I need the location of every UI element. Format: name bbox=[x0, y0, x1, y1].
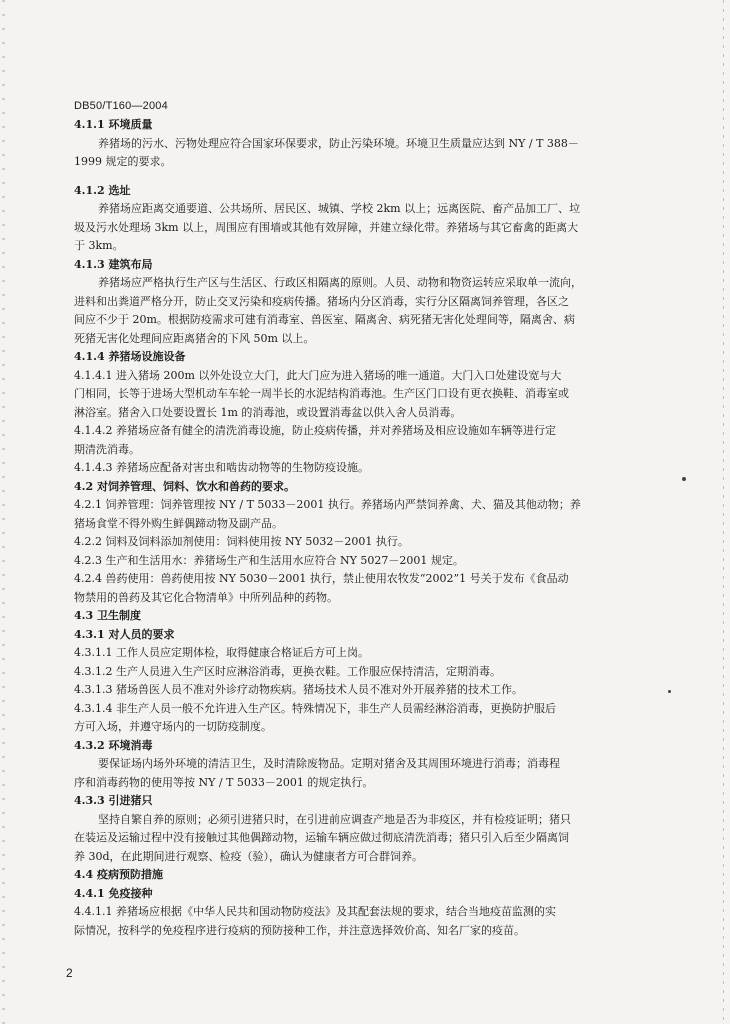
text-line: 淋浴室。猪舍入口处要设置长 1m 的消毒池，或设置消毒盆以供入舍人员消毒。 bbox=[74, 405, 462, 419]
text-line: 4.2.2 饲料及饲料添加剂使用：饲料使用按 NY 5032－2001 执行。 bbox=[74, 535, 409, 548]
section-heading: 4.1.2 选址 bbox=[74, 183, 131, 197]
section-heading: 4.1.1 环境质量 bbox=[74, 118, 153, 131]
text-line: 坚持自繁自养的原则；必须引进猪只时，在引进前应调查产地是否为非疫区，并有检疫证明；猪只 bbox=[98, 812, 571, 826]
text-line: 4.3.1.3 猪场兽医人员不准对外诊疗动物疾病。猪场技术人员不准对外开展养猪的技术工作。 bbox=[74, 683, 523, 696]
text-line: 4.2.3 生产和生活用水：养猪场生产和生活用水应符合 NY 5027－2001 规定。 bbox=[74, 553, 464, 567]
text-line: 养猪场应严格执行生产区与生活区、行政区相隔离的原则。人员、动物和物资运转应采取单一流向， bbox=[98, 276, 582, 289]
text-line: 物禁用的兽药及其它化合物清单》中所列品种的药物。 bbox=[74, 590, 338, 604]
scan-edge-right bbox=[723, 0, 724, 1024]
text-line: 际情况，按科学的免疫程序进行疫病的预防接种工作，并注意选择效价高、知名厂家的疫苗。 bbox=[74, 923, 525, 937]
section-heading: 4.3 卫生制度 bbox=[74, 609, 141, 622]
scan-speck bbox=[682, 477, 686, 481]
text-line: 死猪无害化处理间应距离猪舍的下风 50m 以上。 bbox=[74, 331, 315, 345]
text-line: 4.1.4.2 养猪场应备有健全的清洗消毒设施，防止疫病传播，并对养猪场及相应设施如车辆等进行定 bbox=[74, 424, 556, 437]
section-heading: 4.3.3 引进猪只 bbox=[74, 794, 153, 807]
text-line: 要保证场内场外环境的清洁卫生，及时清除废物品。定期对猪舍及其周围环境进行消毒；消毒程 bbox=[98, 757, 560, 770]
section-heading: 4.1.3 建筑布局 bbox=[74, 257, 153, 271]
text-line: 1999 规定的要求。 bbox=[74, 155, 172, 168]
section-heading: 4.3.1 对人员的要求 bbox=[74, 627, 175, 641]
text-line: 方可入场，并遵守场内的一切防疫制度。 bbox=[74, 720, 272, 733]
text-line: 4.1.4.1 进入猪场 200m 以外处设立大门，此大门应为进入猪场的唯一通道。大门入口处建设宽与大 bbox=[74, 368, 562, 382]
text-line: 间应不少于 20m。根据防疫需求可建有消毒室、兽医室、隔离舍、病死猪无害化处理间等，隔离舍、病 bbox=[74, 313, 575, 326]
text-line: 养猪场的污水、污物处理应符合国家环保要求，防止污染环境。环境卫生质量应达到 NY / T 388－ bbox=[98, 136, 579, 150]
page-number: 2 bbox=[66, 966, 73, 980]
text-line: 4.3.1.1 工作人员应定期体检，取得健康合格证后方可上岗。 bbox=[74, 646, 369, 659]
section-heading: 4.3.2 环境消毒 bbox=[74, 738, 153, 752]
text-line: 4.1.4.3 养猪场应配备对害虫和啮齿动物等的生物防疫设施。 bbox=[74, 461, 369, 474]
section-heading: 4.2 对饲养管理、饲料、饮水和兽药的要求。 bbox=[74, 479, 295, 493]
text-line: 4.4.1.1 养猪场应根据《中华人民共和国动物防疫法》及其配套法规的要求，结合当地疫苗监测的实 bbox=[74, 905, 556, 918]
text-line: 猪场食堂不得外购生鲜偶蹄动物及副产品。 bbox=[74, 516, 283, 530]
document-id: DB50/T160—2004 bbox=[74, 100, 168, 112]
text-line: 养猪场应距离交通要道、公共场所、居民区、城镇、学校 2km 以上；远离医院、畜产品加工厂、垃 bbox=[98, 202, 581, 215]
section-heading: 4.4.1 免疫接种 bbox=[74, 886, 153, 900]
text-line: 4.3.1.2 生产人员进入生产区时应淋浴消毒，更换衣鞋。工作服应保持清洁，定期消毒。 bbox=[74, 664, 501, 678]
text-line: 4.3.1.4 非生产人员一般不允许进入生产区。特殊情况下，非生产人员需经淋浴消毒，更换防护服后 bbox=[74, 701, 556, 715]
text-line: 养 30d，在此期间进行观察、检疫（验），确认为健康者方可合群饲养。 bbox=[74, 849, 424, 863]
text-line: 序和消毒药物的使用等按 NY / T 5033－2001 的规定执行。 bbox=[74, 775, 374, 789]
text-line: 4.2.1 饲养管理：饲养管理按 NY / T 5033－2001 执行。养猪场内严禁饲养禽、犬、猫及其他动物；养 bbox=[74, 498, 581, 511]
text-line: 4.2.4 兽药使用：兽药使用按 NY 5030－2001 执行，禁止使用农牧发“2002”1 号关于发布《食品动 bbox=[74, 572, 569, 585]
scan-edge-left bbox=[2, 0, 5, 1024]
text-line: 期清洗消毒。 bbox=[74, 442, 140, 456]
section-heading: 4.4 疫病预防措施 bbox=[74, 868, 163, 881]
text-line: 进料和出粪道严格分开，防止交叉污染和疫病传播。猪场内分区消毒，实行分区隔离饲养管理，各区之 bbox=[74, 294, 569, 308]
text-line: 门相同，长等于进场大型机动车车轮一周半长的水泥结构消毒池。生产区门口设有更衣换鞋、消毒室或 bbox=[74, 387, 569, 400]
text-line: 在装运及运输过程中没有接触过其他偶蹄动物，运输车辆应做过彻底清洗消毒；猪只引入后至少隔离饲 bbox=[74, 831, 569, 844]
text-line: 于 3km。 bbox=[74, 239, 124, 252]
scan-speck bbox=[668, 690, 671, 693]
text-line: 圾及污水处理场 3km 以上，周围应有围墙或其他有效屏障，并建立绿化带。养猪场与其它畜禽的距离大 bbox=[74, 220, 579, 234]
section-heading: 4.1.4 养猪场设施设备 bbox=[74, 350, 186, 363]
